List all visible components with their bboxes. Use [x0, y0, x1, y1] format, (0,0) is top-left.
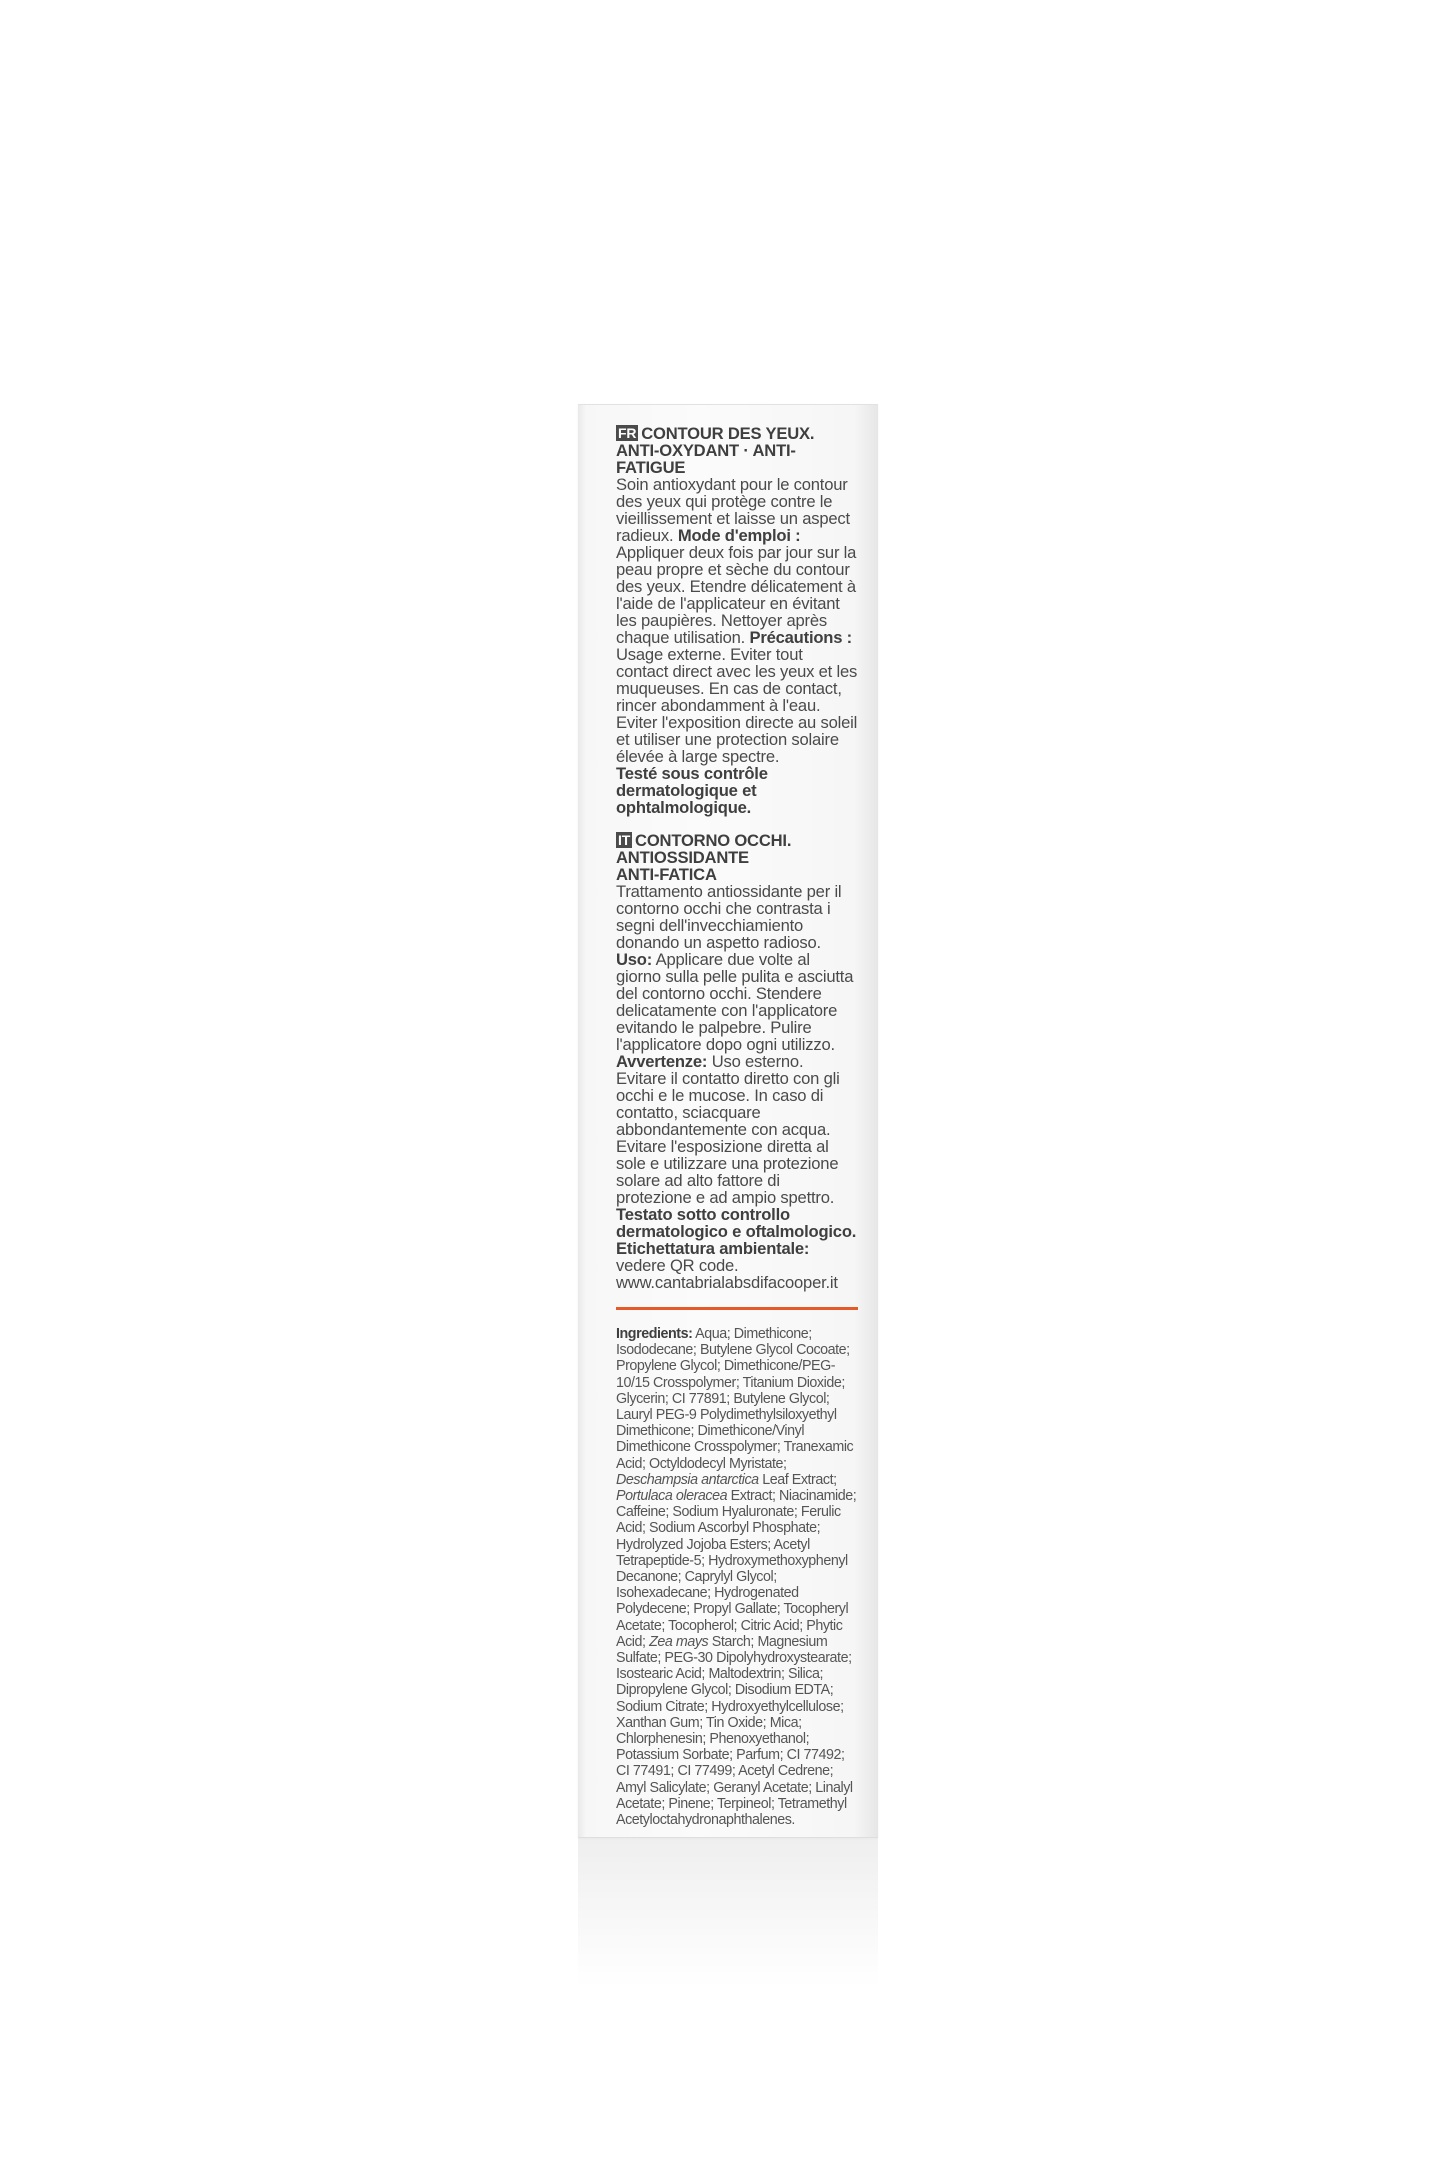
- it-heading-line1: CONTORNO OCCHI.: [635, 831, 792, 850]
- ingredients-part1: Aqua; Dimethicone; Isododecane; Butylene Glycol Cocoate; Propylene Glycol; Dimethicone/PEG-10/15 Crosspolymer; Titanium Dioxide; Glycerin; CI 77891; Butylene Glycol; Lauryl PEG-9 Polydimethylsiloxyethyl Dimethicone; Dimethicone/Vinyl Dimethicone Crosspolymer; Tranexamic Acid; Octyldodecyl Myristate;: [616, 1326, 854, 1472]
- box-reflection: [578, 1837, 878, 1987]
- ingredients-italic2: Portulaca oleracea: [616, 1488, 728, 1505]
- fr-heading: [616, 425, 858, 476]
- it-website: www.cantabrialabsdifacooper.it: [616, 1273, 838, 1292]
- fr-precautions-label: Précautions :: [749, 628, 852, 647]
- it-heading: [616, 832, 858, 883]
- fr-language-badge: FR: [618, 425, 637, 441]
- it-language-badge: IT: [618, 832, 631, 848]
- fr-body: [616, 476, 858, 816]
- fr-heading-line2: ANTI-OXYDANT · ANTI-FATIGUE: [616, 441, 796, 477]
- ingredients-list: [616, 1326, 858, 1828]
- it-intro: Trattamento antiossidante per il contorno occhi che contrasta i segni dell'invecchiamiento donando un aspetto radioso.: [616, 882, 842, 952]
- ingredients-part2: Leaf Extract;: [762, 1471, 837, 1488]
- ingredients-part4: Starch; Magnesium Sulfate; PEG-30 Dipolyhydroxystearate; Isostearic Acid; Maltodextrin; Silica; Dipropylene Glycol; Disodium EDTA; Sodium Citrate; Hydroxyethylcellulose; Xanthan Gum; Tin Oxide; Mica; Chlorphenesin; Phenoxyethanol; Potassium Sorbate; Parfum; CI 77492; CI 77491; CI 77499; Acetyl Cedrene; Amyl Salicylate; Geranyl Acetate; Linalyl Acetate; Pinene; Terpineol; Tetramethyl Acetyloctahydronaphthalenes.: [616, 1633, 853, 1829]
- french-section: [616, 425, 858, 816]
- it-heading-line2: ANTIOSSIDANTE: [616, 848, 749, 867]
- it-usage-text: Applicare due volte al giorno sulla pelle pulita e asciutta del contorno occhi. Stendere delicatamente con l'applicatore evitando le palpebre. Pulire l'applicatore dopo ogni utilizzo.: [616, 950, 854, 1054]
- it-usage-label: Uso:: [616, 950, 653, 969]
- fr-heading-line1: CONTOUR DES YEUX.: [641, 424, 815, 443]
- label-text-block: [616, 425, 858, 1828]
- orange-divider: [616, 1307, 858, 1310]
- fr-precautions-text: Usage externe. Eviter tout contact direct avec les yeux et les muqueuses. En cas de contact, rincer abondamment à l'eau. Eviter l'exposition directe au soleil et utiliser une protection solaire élevée à large spectre.: [616, 645, 858, 766]
- fr-tested-statement: Testé sous contrôle dermatologique et ophtalmologique.: [616, 764, 768, 817]
- it-body: [616, 883, 858, 1291]
- it-warnings-text: Uso esterno. Evitare il contatto diretto con gli occhi e le mucose. In caso di contatto, sciacquare abbondantemente con acqua. Evitare l'esposizione diretta al sole e utilizzare una protezione solare ad alto fattore di protezione e ad ampio spettro.: [616, 1052, 840, 1207]
- italian-section: [616, 832, 858, 1291]
- fr-intro: Soin antioxydant pour le contour des yeux qui protège contre le vieillissement et laisse un aspect radieux.: [616, 475, 850, 545]
- it-env-label: Etichettatura ambientale:: [616, 1239, 810, 1258]
- fr-usage-text: Appliquer deux fois par jour sur la peau propre et sèche du contour des yeux. Etendre délicatement à l'aide de l'applicateur en évitant les paupières. Nettoyer après chaque utilisation.: [616, 543, 857, 647]
- fr-usage-label: Mode d'emploi :: [677, 526, 801, 545]
- ingredients-italic3: Zea mays: [649, 1633, 709, 1650]
- ingredients-part3: Extract; Niacinamide; Caffeine; Sodium Hyaluronate; Ferulic Acid; Sodium Ascorbyl Phosphate; Hydrolyzed Jojoba Esters; Acetyl Tetrapeptide-5; Hydroxymethoxyphenyl Decanone; Caprylyl Glycol; Isohexadecane; Hydrogenated Polydecene; Propyl Gallate; Tocopheryl Acetate; Tocopherol; Citric Acid; Phytic Acid;: [616, 1488, 857, 1650]
- ingredients-italic1: Deschampsia antarctica: [616, 1471, 759, 1488]
- it-warnings-label: Avvertenze:: [616, 1052, 708, 1071]
- ingredients-label: Ingredients:: [616, 1326, 693, 1342]
- it-heading-line3: ANTI-FATICA: [616, 865, 717, 884]
- it-env-text: vedere QR code.: [616, 1256, 739, 1275]
- it-tested-statement: Testato sotto controllo dermatologico e oftalmologico.: [616, 1205, 857, 1241]
